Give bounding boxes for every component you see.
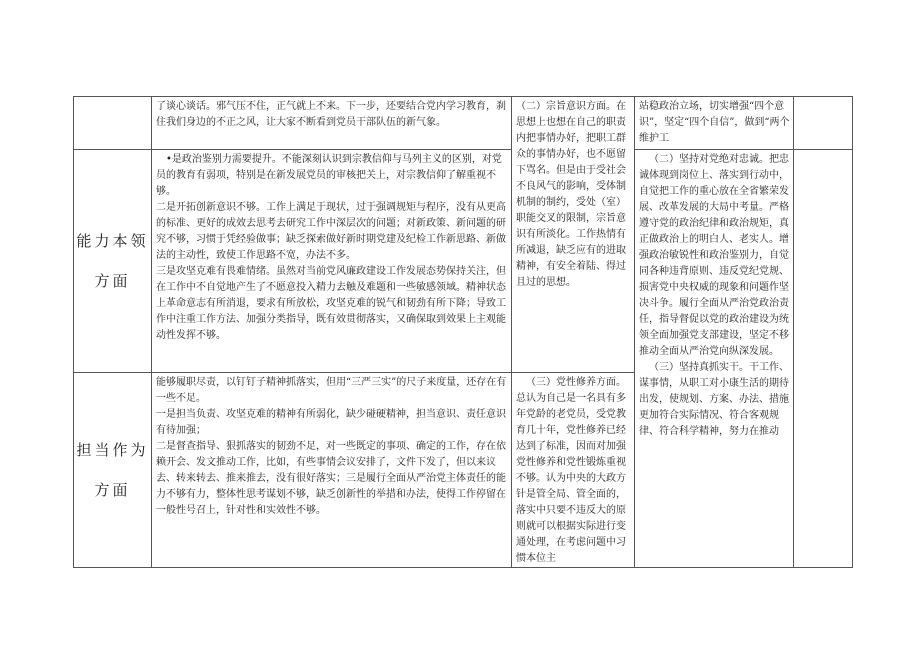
measure-cell (635, 97, 794, 150)
measure-paragraph: （二）坚持对党绝对忠诚。把忠诚体现到岗位上、落实到行动中，自觉把工作的重心放在全省繁荣发展、改革发展的大局中考量。严格遵守党的政治纪律和政治规矩，真正做政治上的明白人、老实人。增强政治敏锐性和政治鉴别力，自觉同各种违背原则、违反党纪党规、损害党中央权威的现象和问题作坚决斗争。履行全面从严治党政治责任，指导督促以党的政治建设为统领全面加强党支部建设，坚定不移推动全面从严治党向纵深发展。 (639, 154, 789, 357)
problem-paragraph: •是政治鉴别力需要提升。不能深刻认识到宗教信仰与马列主义的区别，对党员的教育有弱项，特别是在新发展党员的审核把关上，对宗教信仰了解重视不够。 (156, 154, 502, 197)
remark-cell (794, 97, 853, 150)
problem-paragraph: 了谈心谈话。邪气压不住，正气就上不来。下一步，还要结合党内学习教育，刹住我们身边的不正之风，让大家不断看到党员干部队伍的新气象。 (156, 101, 506, 128)
row-header-line1: 能力本领 (76, 232, 149, 250)
problem-detail-paragraph: （三）党性修养方面。总认为自己是一名具有多年党龄的老党员，受党教育几十年，党性修养已经达到了标准，因而对加强党性修养和党性锻炼重视不够。认为中央的大政方针是管全局、管全面的，落实中只要不违反大的原则就可以根据实际进行变通处理，在考虑问题中习惯本位主 (516, 377, 626, 564)
row-header-line2: 方面 (94, 481, 131, 499)
self-review-table (73, 96, 853, 568)
row-header-line1: 担当作为 (76, 441, 149, 459)
problem-paragraph: 二是督查指导、狠抓落实的韧劲不足，对一些既定的事项、确定的工作，存在依赖开会、发文推动工作，比如，有些事情会议安排了，文件下发了，但以来议去、转来转去、推来推去，没有很好落实；三是履行全面从严治党主体责任的能力不够有力，整体性思考谋划不够，缺乏创新性的举措和办法，使得工作停留在一般性号召上，针对性和实效性不够。 (156, 441, 506, 516)
table-row (74, 150, 853, 373)
row-header-cell (74, 150, 152, 373)
problem-paragraph: 能够履职尽责，以钉钉子精神抓落实，但用“三严三实”的尺子来度量，还存在有一些不足。 (156, 377, 507, 404)
problem-cell (152, 373, 512, 568)
remark-cell (794, 150, 853, 568)
problem-cell (152, 150, 512, 373)
measure-paragraph: 站稳政治立场，切实增强“四个意识”，坚定“四个自信”，做到“两个维护工 (639, 101, 790, 144)
problem-detail-cell (512, 97, 635, 373)
measure-cell (635, 150, 794, 568)
table-row (74, 97, 853, 150)
problem-detail-cell (512, 373, 635, 568)
row-header-cell (74, 373, 152, 568)
measure-paragraph: （三）坚持真抓实干。干工作、谋事情，从职工对小康生活的期待出发，使规划、方案、办法、措施更加符合实际情况、符合客观规律、符合科学精神，努力在推动 (639, 362, 789, 437)
problem-detail-paragraph: （二）宗旨意识方面。在思想上也想在自己的职责内把事情办好，把职工群众的事情办好，也不愿留下骂名。但是由于受社会不良风气的影响，受体制机制的制约，受处（室）职能交叉的限制，宗旨意识有所淡化。工作热情有所减退，缺乏应有的进取精神，有安全着陆、得过且过的思想。 (516, 101, 626, 288)
problem-paragraph: 三是攻坚克难有畏难情绪。虽然对当前党风廉政建设工作发展态势保持关注，但在工作中不自觉地产生了不愿意投入精力去触及难题和一些敏感领域。精神状态上革命意志有所消退，要求有所放松，攻坚克难的锐气和韧劲有所下降；导致工作中注重工作方法、加强分类指导，既有效贯彻落实，又确保取到效果上主观能动性发挥不够。 (156, 266, 506, 341)
problem-paragraph: 二是开拓创新意识不够。工作上满足于现状，过于强调规矩与程序，没有从更高的标准、更好的成效去思考去研究工作中深层次的问题；对新政策、新问题的研究不够，习惯于凭经验做事；缺乏探索做好新时期党建及纪检工作新思路、新做法的主动性，致使工作思路不宽，办法不多。 (156, 202, 506, 261)
row-header-line2: 方面 (94, 272, 131, 290)
problem-paragraph: 一是担当负责、攻坚克难的精神有所弱化，缺少碰硬精神，担当意识、责任意识有待加强； (156, 409, 506, 436)
problem-cell (152, 97, 512, 150)
row-header-cell (74, 97, 152, 150)
